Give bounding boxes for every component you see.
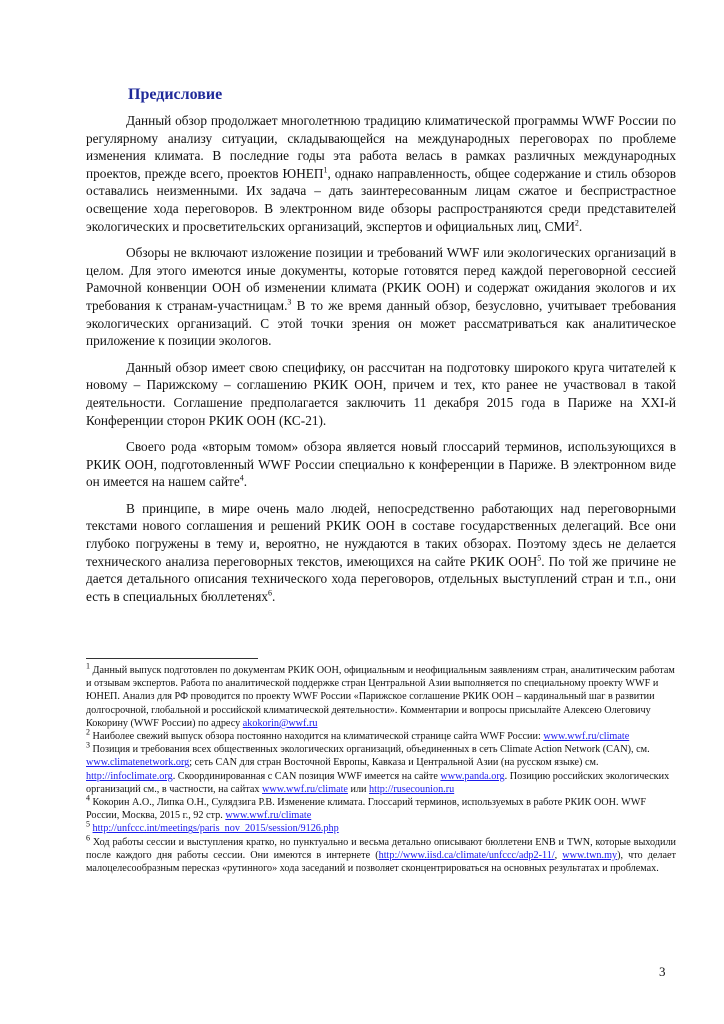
footnote-3-text-c: . Скоординированная с CAN позиция WWF имеется на сайте: [172, 770, 441, 782]
paragraph-2: [86, 244, 676, 350]
footnote-5: [86, 822, 676, 835]
footnote-6-link-twn[interactable]: www.twn.my: [562, 849, 618, 861]
footnote-6: [86, 833, 676, 876]
footnote-3-text-a: Позиция и требования всех общественных экологических организаций, объединенных в сеть Climate Action Network (CAN), см.: [90, 744, 650, 756]
footnote-3-number: 3: [86, 740, 90, 750]
paragraph-3-text: Данный обзор имеет свою специфику, он рассчитан на подготовку широкого круга читателей к новому – Парижскому – соглашению РКИК ООН, причем и тех, кто ранее не участвовал в такой деятельности. Соглашение предполагается заключить 11 декабря 2015 года в Париже на XXI-й Конференции сторон РКИК ООН (КС-21).: [86, 359, 676, 428]
footnote-2-link[interactable]: www.wwf.ru/climate: [543, 731, 630, 743]
paragraph-1: [86, 112, 676, 235]
footnote-3-link-climatenetwork[interactable]: www.climatenetwork.org: [86, 757, 190, 769]
paragraph-2-text-b: В то же время данный обзор, безусловно, учитывает требования экологических организаций. С этой точки зрения он может рассматриваться как аналитическое приложение к позиции экологов.: [86, 297, 676, 349]
footnote-ref-4[interactable]: 4: [239, 473, 244, 483]
page-number: 3: [659, 964, 666, 979]
footnote-3-link-wwf-climate[interactable]: www.wwf.ru/climate: [262, 783, 348, 795]
footnote-3-link-panda[interactable]: www.panda.org: [440, 770, 505, 782]
footnote-divider: [86, 658, 258, 659]
footnote-ref-6[interactable]: 6: [267, 588, 272, 598]
footnote-1: [86, 661, 676, 730]
paragraph-5-text-c: .: [271, 588, 276, 604]
footnote-6-text-b: ,: [554, 849, 563, 861]
footnote-4-number: 4: [86, 793, 90, 803]
footnote-4: [86, 793, 676, 822]
footnote-ref-2[interactable]: 2: [574, 218, 579, 228]
footnote-2: [86, 727, 676, 743]
footnote-6-text-c: ), что делает малоцелесообразным пересказ «рутинного» хода заседаний и позволяет сконцентрироваться на основных результатах и проблемах.: [86, 849, 676, 875]
footnote-1-email-link[interactable]: akokorin@wwf.ru: [242, 717, 318, 729]
footnote-1-number: 1: [86, 661, 90, 671]
footnote-4-link[interactable]: www.wwf.ru/climate: [225, 810, 312, 822]
footnote-ref-3[interactable]: 3: [287, 297, 292, 307]
paragraph-1-text-c: .: [578, 218, 583, 234]
paragraph-1-text-b: , однако направленность, общее содержание и стиль обзоров оставались неизменными. Их задача – дать заинтересованным лицам сжатое и беспристрастное освещение хода переговоров. В электронном виде обзоры распространяются среди представителей экологических и просветительских организаций, экспертов и официальных лиц, СМИ: [86, 165, 677, 234]
paragraph-2-text-a: Обзоры не включают изложение позиции и требований WWF или экологических организаций в целом. Для этого имеются иные документы, которые готовятся перед каждой переговорной сессией Рамочной конвенции ООН об изменении климата (РКИК ООН) и содержат ожидания экологов и их требования к странам-участницам.: [86, 245, 676, 313]
footnote-5-link[interactable]: http://unfccc.int/meetings/paris_nov_2015/session/9126.php: [92, 823, 339, 835]
footnote-3-link-infoclimate[interactable]: http://infoclimate.org: [86, 770, 173, 782]
paragraph-1-text-a: Данный обзор продолжает многолетнюю традицию климатической программы WWF России по регулярному анализу ситуации, складывающейся на международных переговорах по проблеме изменения климата. В последние годы эта работа велась в рамках различных международных проектов, прежде всего, проектов ЮНЕП: [86, 113, 676, 181]
footnote-1-text: Данный выпуск подготовлен по документам РКИК ООН, официальным и неофициальным заявлениям стран, аналитическим работам и отзывам экспертов. Работа по аналитической поддержке стран Центральной Азии выполняется по специальному проекту WWF и ЮНЕП. Анализ для РФ проводится по проекту WWF России «Парижское соглашение РКИК ООН – кардинальный шаг в развитии долгосрочной, глобальной и российской климатической деятельности». Комментарии и вопросы присылайте Алексею Олеговичу Кокорину (WWF России) по адресу: [86, 665, 675, 729]
paragraph-4-text-a: Своего рода «вторым томом» обзора является новый глоссарий терминов, использующихся в РКИК ООН, подготовленный WWF России специально к конференции в Париже. В электронном виде он имеется на нашем сайте: [86, 439, 676, 490]
paragraph-4: [86, 438, 676, 491]
page-title: Предисловие: [128, 86, 223, 103]
paragraph-3: [86, 359, 676, 429]
paragraph-5-text-a: В принципе, в мире очень мало людей, непосредственно работающих над переговорными текстами нового соглашения и решений РКИК ООН в составе государственных делегаций. Все они глубоко погружены в тему и, вероятно, не нуждаются в таких обзорах. Поэтому здесь не делается технического анализа переговорных текстов, имеющихся на сайте РКИК ООН: [86, 500, 676, 569]
footnote-6-number: 6: [86, 833, 90, 843]
footnote-2-text: Наиболее свежий выпуск обзора постоянно находится на климатической странице сайта WWF России:: [90, 731, 544, 743]
footnote-6-text-a: Ход работы сессии и выступления кратко, но пунктуально и весьма детально описывают бюллетени ENB и TWN, которые выходили после каждого дня работы сессии. Они имеются в интернете (: [86, 836, 676, 861]
footnote-4-text: Кокорин А.О., Липка О.Н., Сулядзига Р.В. Изменение климата. Глоссарий терминов, используемых в работе РКИК ООН. WWF России, Москва, 2015 г., 92 стр.: [86, 797, 646, 822]
footnote-3: [86, 740, 676, 796]
footnote-6-link-iisd[interactable]: http://www.iisd.ca/climate/unfccc/adp2-11/: [378, 849, 555, 861]
footnote-3-text-e: или: [347, 783, 370, 795]
paragraph-5-text-b: . По той же причине не дается детального описания технического хода переговоров, отдельных выступлений стран и т.п., они есть в специальных бюллетенях: [86, 553, 676, 604]
footnote-ref-5[interactable]: 5: [537, 553, 542, 563]
footnote-3-link-rusecounion[interactable]: http://rusecounion.ru: [369, 783, 455, 795]
footnote-3-text-d: . Позицию российских экологических организаций см., в частности, на сайтах: [86, 770, 670, 795]
main-content: [86, 82, 676, 614]
footnote-ref-1[interactable]: 1: [323, 165, 328, 175]
footnote-2-number: 2: [86, 727, 90, 737]
footnote-5-number: 5: [86, 820, 90, 830]
footnotes-section: [86, 661, 676, 875]
paragraph-5: [86, 500, 676, 606]
footnote-3-text-b: ; сеть CAN для стран Восточной Европы, Кавказа и Центральной Азии (на русском языке) см.: [189, 757, 599, 769]
paragraph-4-text-b: .: [243, 474, 248, 490]
